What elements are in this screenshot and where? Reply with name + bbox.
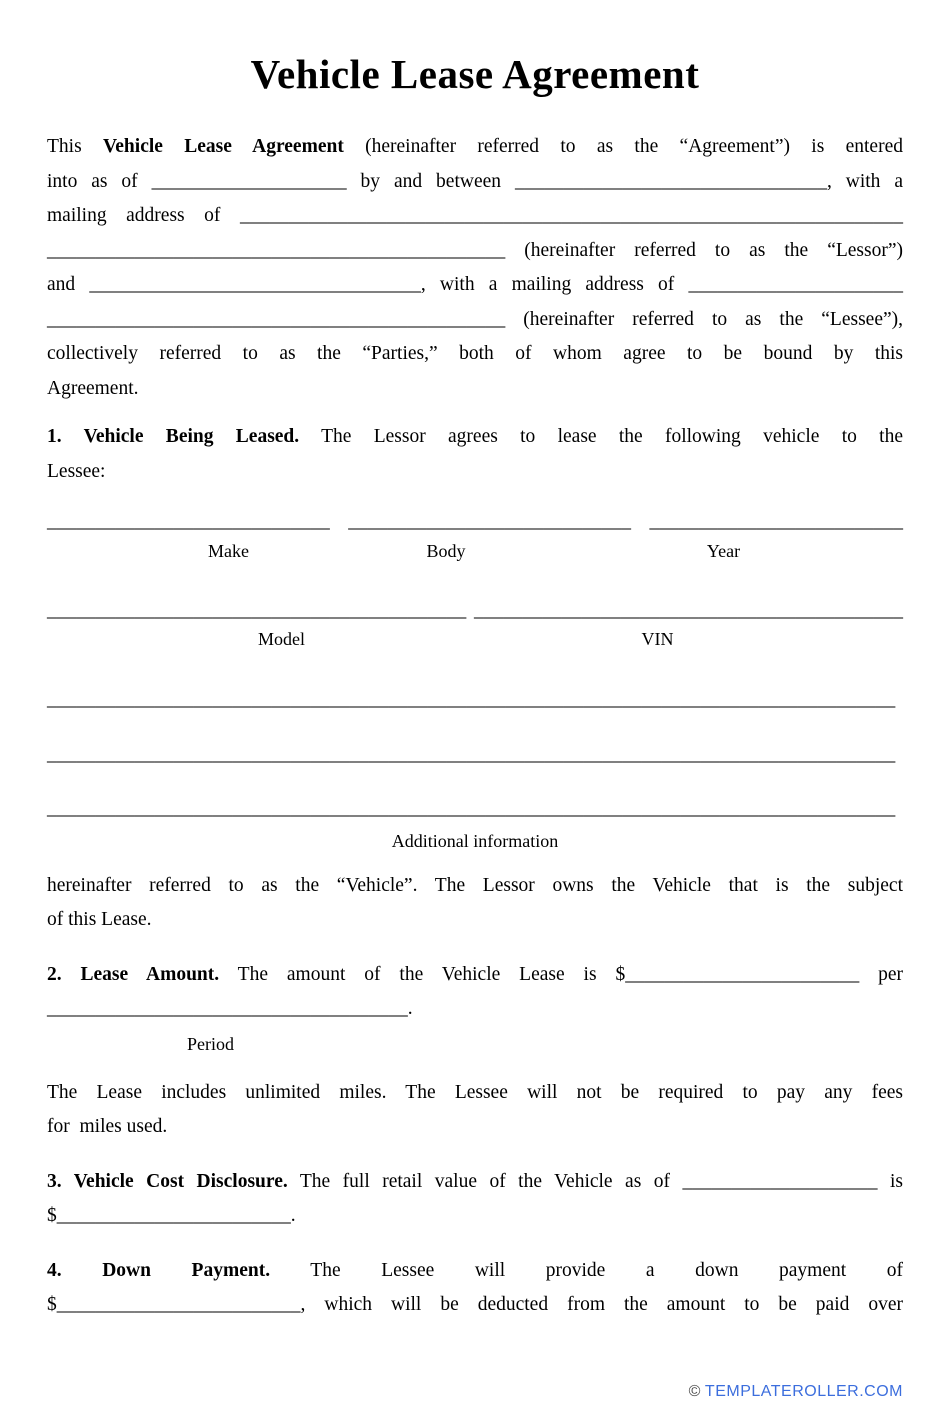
section-2-line-1 (47, 958, 903, 993)
period-field-label: Period (187, 1033, 234, 1054)
section-4-line-2: $_________________________, which will be deducted from the amount to be paid over (47, 1294, 903, 1315)
additional-information-label: Additional information (391, 830, 559, 851)
section-1-line-1-rest: The Lessor agrees to lease the following vehicle to the (299, 426, 903, 447)
section-1-line-2: Lessee: (47, 460, 106, 482)
vehicle-note-line-1: hereinafter referred to as the “Vehicle”. The Lessor owns the Vehicle that is the subject (47, 874, 903, 896)
additional-information-blank-line-3: _______________________________________________________________________________________ (47, 798, 896, 819)
make-field-blank: _____________________________ (47, 511, 330, 532)
intro-line-1-bold: Vehicle Lease Agreement (102, 136, 344, 157)
vehicle-note-paragraph (47, 869, 903, 938)
section-1-vehicle-being-leased (47, 420, 903, 489)
vehicle-fields-row-2-labels (47, 628, 903, 650)
additional-information-blank-line-1: _______________________________________________________________________________________ (47, 689, 896, 710)
unlimited-miles-paragraph (47, 1076, 903, 1145)
section-4-heading: 4. Down Payment. (47, 1259, 271, 1281)
section-1-heading: 1. Vehicle Being Leased. (47, 426, 300, 447)
body-field-blank: _____________________________ (348, 511, 631, 532)
intro-line-5-lessee-name-address-blanks: and __________________________________, with a mailing address of ______________________ (47, 274, 903, 295)
period-field-blank: _____________________________________. (47, 998, 413, 1019)
make-field-label: Make (208, 540, 249, 561)
intro-line-4-lessor-clause: _______________________________________________ (hereinafter referred to as the “Lessor”) (47, 239, 903, 261)
retail-value-field-blank: $________________________. (47, 1205, 296, 1226)
section-4-line-1-rest: The Lessee will provide a down payment of (270, 1259, 903, 1281)
vin-field-blank: ____________________________________________ (474, 599, 903, 621)
body-field-label: Body (426, 540, 466, 561)
miles-line-2: for miles used. (47, 1116, 168, 1137)
copyright-icon: © (688, 1383, 701, 1400)
section-2-line-1-rest: The amount of the Vehicle Lease is $________________________ per (219, 963, 903, 985)
intro-line-1 (47, 130, 903, 165)
section-1-line-1 (47, 420, 903, 455)
intro-line-1-rest: (hereinafter referred to as the “Agreement”) is entered (343, 136, 903, 157)
footer (689, 1383, 903, 1401)
vehicle-fields-row-2 (47, 594, 903, 629)
additional-information-blank-line-2: _______________________________________________________________________________________ (47, 743, 896, 765)
section-2-heading: 2. Lease Amount. (47, 963, 220, 985)
section-2-lease-amount (47, 958, 903, 1055)
section-3-line-1 (47, 1165, 903, 1200)
intro-line-2-with-date-and-lessor-name-blanks: into as of ____________________ by and between ________________________________, with a (47, 170, 903, 192)
document-title: Vehicle Lease Agreement (250, 51, 700, 97)
section-4-line-1 (47, 1254, 903, 1289)
section-3-heading: 3. Vehicle Cost Disclosure. (47, 1170, 288, 1192)
vin-field-label: VIN (641, 629, 674, 649)
miles-line-1: The Lease includes unlimited miles. The Lessee will not be required to pay any fees (47, 1081, 903, 1103)
section-3-line-1-rest: The full retail value of the Vehicle as of ____________________ is (287, 1170, 903, 1192)
vehicle-details-fields (47, 505, 903, 852)
intro-line-6-lessee-clause: _______________________________________________ (hereinafter referred to as the “Lessee”), (47, 308, 903, 330)
intro-line-7-parties-clause: collectively referred to as the “Parties,” both of whom agree to be bound by this (47, 343, 903, 364)
vehicle-fields-row-1-labels (47, 540, 903, 562)
year-field-blank: __________________________ (649, 511, 903, 532)
intro-section (47, 130, 903, 406)
model-field-blank: ___________________________________________ (47, 599, 467, 621)
intro-line-8: Agreement. (47, 377, 139, 399)
templateroller-link[interactable]: TEMPLATEROLLER.COM (704, 1383, 903, 1400)
vehicle-note-line-2: of this Lease. (47, 909, 152, 930)
year-field-label: Year (706, 540, 741, 561)
model-field-label: Model (258, 629, 305, 649)
vehicle-fields-row-1 (47, 505, 903, 540)
section-3-vehicle-cost-disclosure (47, 1165, 903, 1234)
section-4-down-payment (47, 1254, 903, 1323)
intro-line-1-pre: This (47, 136, 103, 157)
intro-line-3-lessor-address-blank: mailing address of ____________________________________________________________________ (47, 205, 903, 226)
